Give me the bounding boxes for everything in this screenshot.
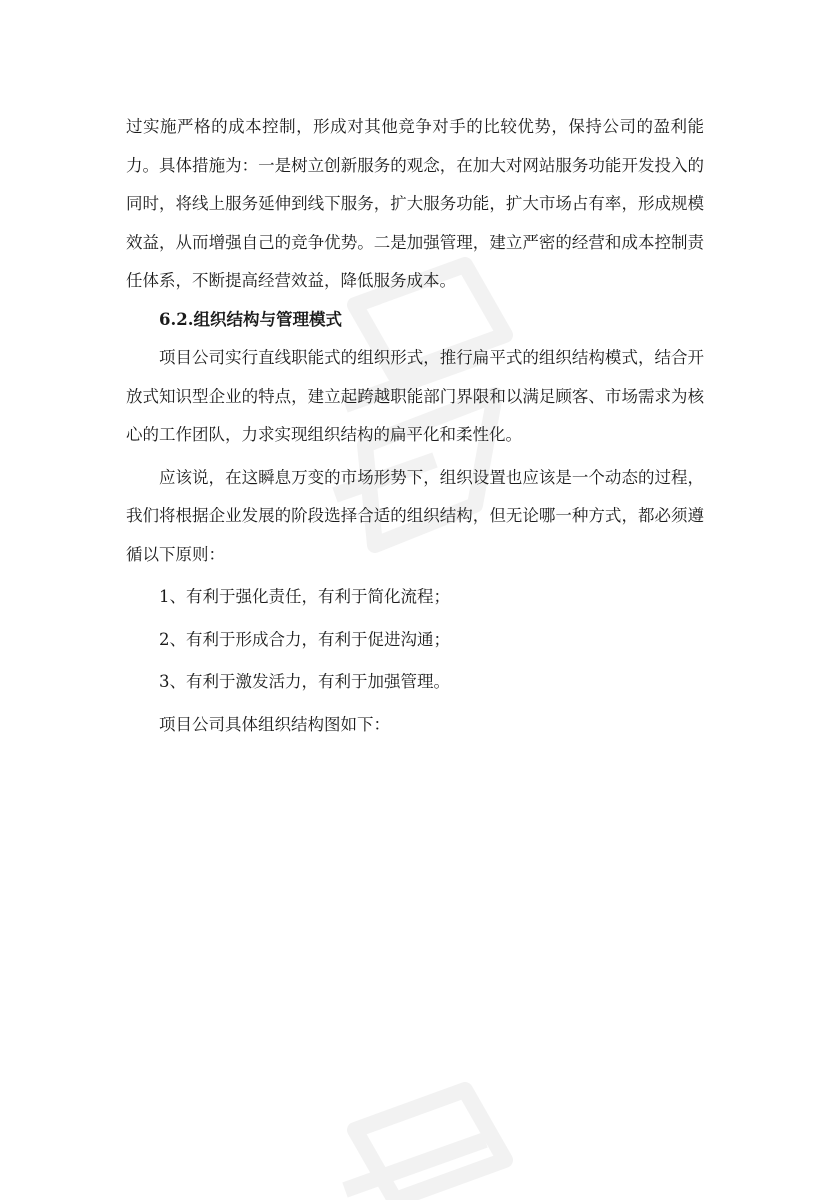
principle-list-item: 1、有利于强化责任，有利于简化流程； bbox=[159, 587, 450, 606]
principle-list-item: 2、有利于形成合力，有利于促进沟通； bbox=[159, 629, 450, 649]
principle-list-item: 3、有利于激发活力，有利于加强管理。 bbox=[159, 672, 450, 691]
watermark-graphic bbox=[325, 1060, 525, 1200]
body-paragraph: 应该说，在这瞬息万变的市场形势下，组织设置也应该是一个动态的过程，我们将根据企业发展的阶段选择合适的组织结构，但无论哪一种方式，都必须遵循以下原则： bbox=[126, 467, 704, 564]
section-heading: 6.2.组织结构与管理模式 bbox=[159, 309, 342, 329]
body-paragraph: 项目公司实行直线职能式的组织形式，推行扁平式的组织结构模式，结合开放式知识型企业的特点，建立起跨越职能部门界限和以满足顾客、市场需求为核心的工作团队，力求实现组织结构的扁平化和柔性化。 bbox=[126, 348, 704, 444]
body-paragraph: 过实施严格的成本控制，形成对其他竞争对手的比较优势，保持公司的盈利能力。具体措施为：一是树立创新服务的观念，在加大对网站服务功能开发投入的同时，将线上服务延伸到线下服务，扩大服务功能，扩大市场占有率，形成规模效益，从而增强自己的竞争优势。二是加强管理，建立严密的经营和成本控制责任体系，不断提高经营效益，降低服务成本。 bbox=[126, 117, 704, 290]
document-body bbox=[126, 108, 704, 744]
body-paragraph: 项目公司具体组织结构图如下： bbox=[159, 714, 390, 734]
